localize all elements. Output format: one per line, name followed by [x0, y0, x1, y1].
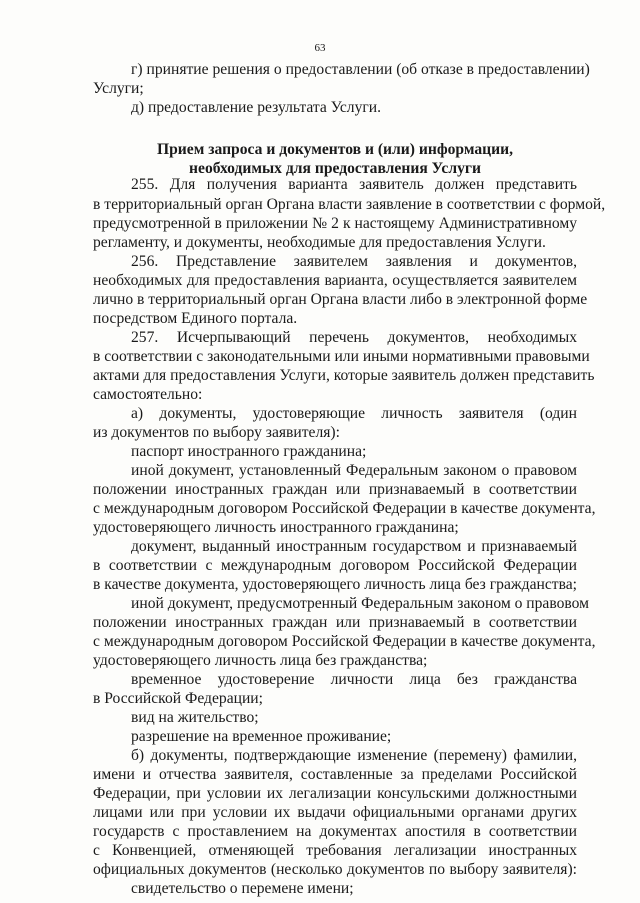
text-line: в соответствии с международным договором Российской Федерации [93, 557, 577, 574]
text-line: документ, выданный иностранным государством и признаваемый [131, 538, 577, 555]
text-line: в Российской Федерации; [93, 690, 263, 707]
text-line: положении иностранных граждан или признаваемый в соответствии [93, 481, 577, 498]
text-line: государств с проставлением на документах апостиля в соответствии [93, 823, 577, 840]
text-line: удостоверяющего личность иностранного гражданина; [93, 519, 459, 536]
section-heading-line-1: Прием запроса и документов и (или) информации, [156, 141, 514, 158]
text-line: с международным договором Российской Федерации в качестве документа, [93, 500, 596, 517]
text-line: разрешение на временное проживание; [131, 728, 392, 745]
text-line: лицами или при условии их выдачи официальными органами других [93, 804, 577, 821]
text-line: посредством Единого портала. [93, 310, 298, 327]
text-line: 256. Представление заявителем заявления и документов, [131, 253, 577, 270]
text-line: временное удостоверение личности лица без гражданства [131, 671, 577, 688]
text-line: свидетельство о перемене имени; [131, 880, 354, 897]
text-line: имени и отчества заявителя, составленные за пределами Российской [93, 766, 577, 783]
text-line: лично в территориальный орган Органа власти либо в электронной форме [93, 291, 588, 308]
text-line: в качестве документа, удостоверяющего личность лица без гражданства; [93, 576, 577, 593]
text-line: удостоверяющего личность лица без гражданства; [93, 652, 428, 669]
text-line: с Конвенцией, отменяющей требования легализации иностранных [93, 842, 577, 859]
text-line: паспорт иностранного гражданина; [131, 443, 367, 460]
text-line: Федерации, при условии их легализации консульскими должностными [93, 785, 577, 802]
text-line: 255. Для получения варианта заявитель должен представить [131, 176, 577, 193]
section-heading-line-2: необходимых для предоставления Услуги [189, 160, 481, 177]
text-line: в соответствии с законодательными или иными нормативными правовыми [93, 348, 590, 365]
text-line: в территориальный орган Органа власти заявление в соответствии с формой, [93, 196, 606, 213]
page-number: 63 [314, 42, 326, 54]
text-line: регламенту, и документы, необходимые для предоставления Услуги. [93, 234, 546, 251]
text-line: Услуги; [93, 80, 144, 97]
text-line: а) документы, удостоверяющие личность заявителя (один [131, 405, 577, 422]
text-line: положении иностранных граждан или признаваемый в соответствии [93, 614, 577, 631]
text-line: с международным договором Российской Федерации в качестве документа, [93, 633, 596, 650]
text-line: иной документ, установленный Федеральным законом о правовом [131, 462, 577, 479]
text-line: г) принятие решения о предоставлении (об отказе в предоставлении) [131, 61, 590, 78]
text-line: необходимых для предоставления варианта, осуществляется заявителем [93, 272, 577, 289]
text-line: д) предоставление результата Услуги. [131, 99, 382, 116]
text-line: б) документы, подтверждающие изменение (перемену) фамилии, [131, 747, 577, 764]
text-line: самостоятельно: [93, 386, 203, 403]
text-line: иной документ, предусмотренный Федеральным законом о правовом [131, 595, 590, 612]
text-line: из документов по выбору заявителя): [93, 424, 340, 441]
text-line: предусмотренной в приложении № 2 к настоящему Административному [93, 215, 577, 232]
text-line: вид на жительство; [131, 709, 259, 726]
text-line: официальных документов (несколько документов по выбору заявителя): [93, 861, 577, 878]
text-line: актами для предоставления Услуги, которые заявитель должен представить [93, 367, 595, 384]
text-line: 257. Исчерпывающий перечень документов, необходимых [131, 329, 577, 346]
